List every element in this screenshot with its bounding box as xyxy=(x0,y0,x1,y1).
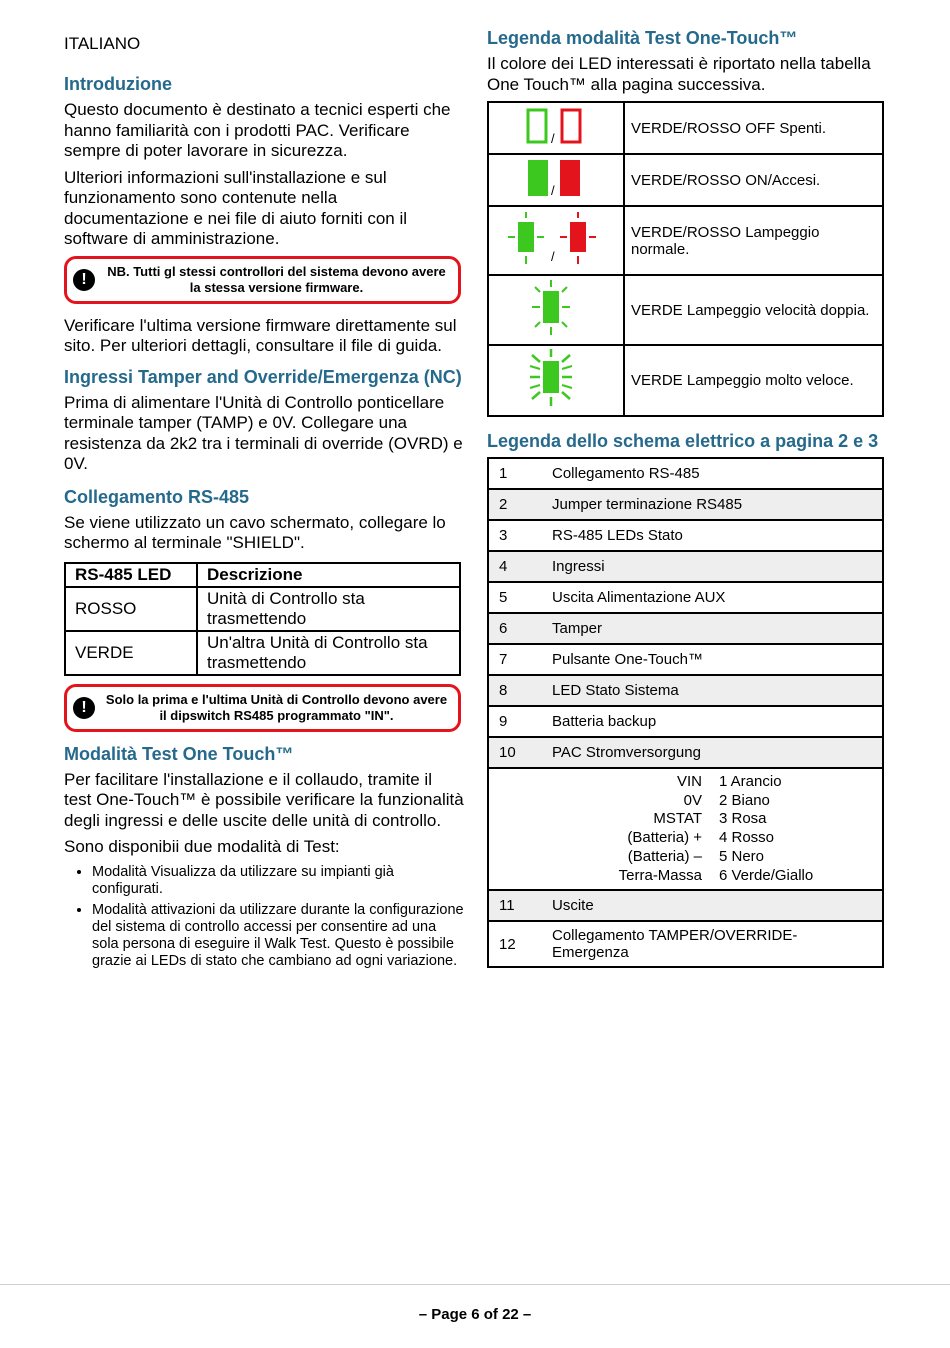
row-number: 8 xyxy=(488,675,552,706)
led-fast-blink-icons xyxy=(488,275,624,345)
wire-color: 2 Biano xyxy=(719,791,770,809)
row-label: PAC Stromversorgung xyxy=(552,737,883,768)
list-item: • Modalità attivazioni da utilizzare durante la configurazione del sistema di controllo accessi per consentire ad una sola persona di eseguire il Walk Test. Questo è possibile grazie ai LEDs di stato che cambiano ad ogni variazione. xyxy=(92,902,464,970)
row-number: 7 xyxy=(488,644,552,675)
row-label: Ingressi xyxy=(552,551,883,582)
table-row xyxy=(488,921,883,967)
firmware-paragraph: Verificare l'ultima versione firmware direttamente sul sito. Per ulteriori dettagli, consultare il file di guida. xyxy=(64,315,457,355)
wiring-heading: Legenda dello schema elettrico a pagina 2 e 3 xyxy=(487,431,879,451)
row-label: Batteria backup xyxy=(552,706,883,737)
separator: / xyxy=(551,183,555,198)
row-number: 4 xyxy=(488,551,552,582)
table-row xyxy=(488,345,883,416)
test-mode-heading: Modalità Test One Touch™ xyxy=(64,743,294,764)
right-column xyxy=(487,28,887,968)
terminal-name: MSTAT xyxy=(653,810,702,828)
led-on-icons xyxy=(488,154,624,206)
led-desc-cell: Un'altra Unità di Controllo sta trasmettendo xyxy=(197,631,460,675)
row-label: Collegamento TAMPER/OVERRIDE-Emergenza xyxy=(552,921,883,967)
table-row xyxy=(488,275,883,345)
table-row xyxy=(488,613,883,644)
wire-color: 6 Verde/Giallo xyxy=(719,866,814,884)
wire-color: 4 Rosso xyxy=(719,829,775,847)
terminal-name: (Batteria) – xyxy=(627,847,702,865)
intro-paragraph-1: Questo documento è destinato a tecnici esperti che hanno familiarità con i prodotti PAC. Verificare sempre di poter lavorare in sicurezza. xyxy=(64,100,451,160)
warning-icon: ! xyxy=(73,269,95,291)
tamper-heading: Ingressi Tamper and Override/Emergenza (NC) xyxy=(64,366,462,387)
led-color-cell: ROSSO xyxy=(65,587,197,631)
warning-icon: ! xyxy=(73,697,95,719)
rs485-paragraph: Se viene utilizzato un cavo schermato, collegare lo schermo al terminale "SHIELD". xyxy=(64,512,446,552)
row-number: 10 xyxy=(488,737,552,768)
legend-desc: VERDE Lampeggio molto veloce. xyxy=(624,345,883,416)
firmware-warning-text: NB. Tutti gl stessi controllori del sistema devono avere la stessa versione firmware. xyxy=(107,264,446,295)
test-mode-paragraph-2: Sono disponibii due modalità di Test: xyxy=(64,837,340,856)
led-very-fast-blink-icons xyxy=(488,345,624,416)
table-row xyxy=(488,890,883,921)
legend-desc: VERDE/ROSSO Lampeggio normale. xyxy=(624,206,883,275)
table-row xyxy=(488,551,883,582)
row-label: LED Stato Sistema xyxy=(552,675,883,706)
led-blink-icons xyxy=(488,206,624,275)
led-fast-blink-icon xyxy=(490,277,622,338)
row-number: 12 xyxy=(488,921,552,967)
rs485-col-led: RS-485 LED xyxy=(65,563,197,587)
table-row xyxy=(65,631,460,675)
table-row xyxy=(488,582,883,613)
footer-divider xyxy=(0,1284,950,1285)
table-row xyxy=(488,458,883,489)
row-number: 9 xyxy=(488,706,552,737)
row-number: 11 xyxy=(488,890,552,921)
left-column xyxy=(64,34,464,974)
intro-heading: Introduzione xyxy=(64,74,172,94)
wire-color: 3 Rosa xyxy=(719,810,767,828)
legend-desc: VERDE/ROSSO OFF Spenti. xyxy=(624,102,883,154)
table-row xyxy=(488,737,883,768)
terminal-name: Terra-Massa xyxy=(618,866,702,884)
led-off-icon xyxy=(490,104,622,147)
row-label: RS-485 LEDs Stato xyxy=(552,520,883,551)
dipswitch-warning-box xyxy=(64,684,461,732)
row-label: Collegamento RS-485 xyxy=(552,458,883,489)
row-label: Tamper xyxy=(552,613,883,644)
row-label: Jumper terminazione RS485 xyxy=(552,489,883,520)
intro-paragraph-2: Ulteriori informazioni sull'installazione e sul funzionamento sono contenute nella documentazione e nei file di aiuto forniti con il software di amministrazione. xyxy=(64,167,408,248)
table-row xyxy=(488,489,883,520)
wire-color: 5 Nero xyxy=(719,847,765,865)
legend-heading: Legenda modalità Test One-Touch™ xyxy=(487,28,798,48)
table-row xyxy=(488,206,883,275)
led-desc-cell: Unità di Controllo sta trasmettendo xyxy=(197,587,460,631)
led-color-cell: VERDE xyxy=(65,631,197,675)
separator: / xyxy=(551,131,555,146)
row-label: Uscita Alimentazione AUX xyxy=(552,582,883,613)
terminal-name: 0V xyxy=(683,791,702,809)
table-row xyxy=(488,520,883,551)
wiring-legend-table xyxy=(487,457,884,968)
wire-color: 1 Arancio xyxy=(719,773,782,790)
table-row xyxy=(65,587,460,631)
row-number: 3 xyxy=(488,520,552,551)
table-row xyxy=(488,644,883,675)
led-legend-table xyxy=(487,101,884,417)
power-terminals-cell xyxy=(488,768,883,890)
table-row xyxy=(488,706,883,737)
row-label: Pulsante One-Touch™ xyxy=(552,644,883,675)
legend-desc: VERDE Lampeggio velocità doppia. xyxy=(624,275,883,345)
tamper-paragraph: Prima di alimentare l'Unità di Controllo ponticellare terminale tamper (TAMP) e 0V. Collegare una resistenza da 2k2 tra i terminali di override (OVRD) e 0V. xyxy=(64,392,463,473)
test-mode-list xyxy=(64,864,464,970)
separator: / xyxy=(551,249,555,264)
language-label: ITALIANO xyxy=(64,34,141,53)
rs485-led-table xyxy=(64,562,461,676)
power-terminals-row xyxy=(488,768,883,890)
led-blink-icon xyxy=(490,208,622,268)
table-row xyxy=(488,675,883,706)
table-row xyxy=(488,154,883,206)
terminal-name: (Batteria) + xyxy=(627,829,702,847)
power-terminal-grid xyxy=(489,773,882,885)
page-footer: – Page 6 of 22 – xyxy=(418,1306,532,1323)
list-item: • Modalità Visualizza da utilizzare su impianti già configurati. xyxy=(92,864,464,898)
rs485-col-desc: Descrizione xyxy=(197,563,460,587)
led-on-icon xyxy=(490,156,622,199)
terminal-name: VIN xyxy=(676,773,702,790)
row-label: Uscite xyxy=(552,890,883,921)
row-number: 5 xyxy=(488,582,552,613)
table-row xyxy=(488,102,883,154)
row-number: 1 xyxy=(488,458,552,489)
dipswitch-warning-text: Solo la prima e l'ultima Unità di Controllo devono avere il dipswitch RS485 programmato "IN". xyxy=(105,692,448,723)
test-mode-paragraph-1: Per facilitare l'installazione e il collaudo, tramite il test One-Touch™ è possibile verificare la funzionalità degli ingressi e delle uscite delle unità di controllo. xyxy=(64,769,464,830)
row-number: 2 xyxy=(488,489,552,520)
led-very-fast-blink-icon xyxy=(490,347,622,409)
rs485-heading: Collegamento RS-485 xyxy=(64,486,250,507)
legend-intro: Il colore dei LED interessati è riportato nella tabella One Touch™ alla pagina successiva. xyxy=(487,54,871,94)
led-off-icons xyxy=(488,102,624,154)
row-number: 6 xyxy=(488,613,552,644)
legend-desc: VERDE/ROSSO ON/Accesi. xyxy=(624,154,883,206)
firmware-warning-box xyxy=(64,256,461,304)
